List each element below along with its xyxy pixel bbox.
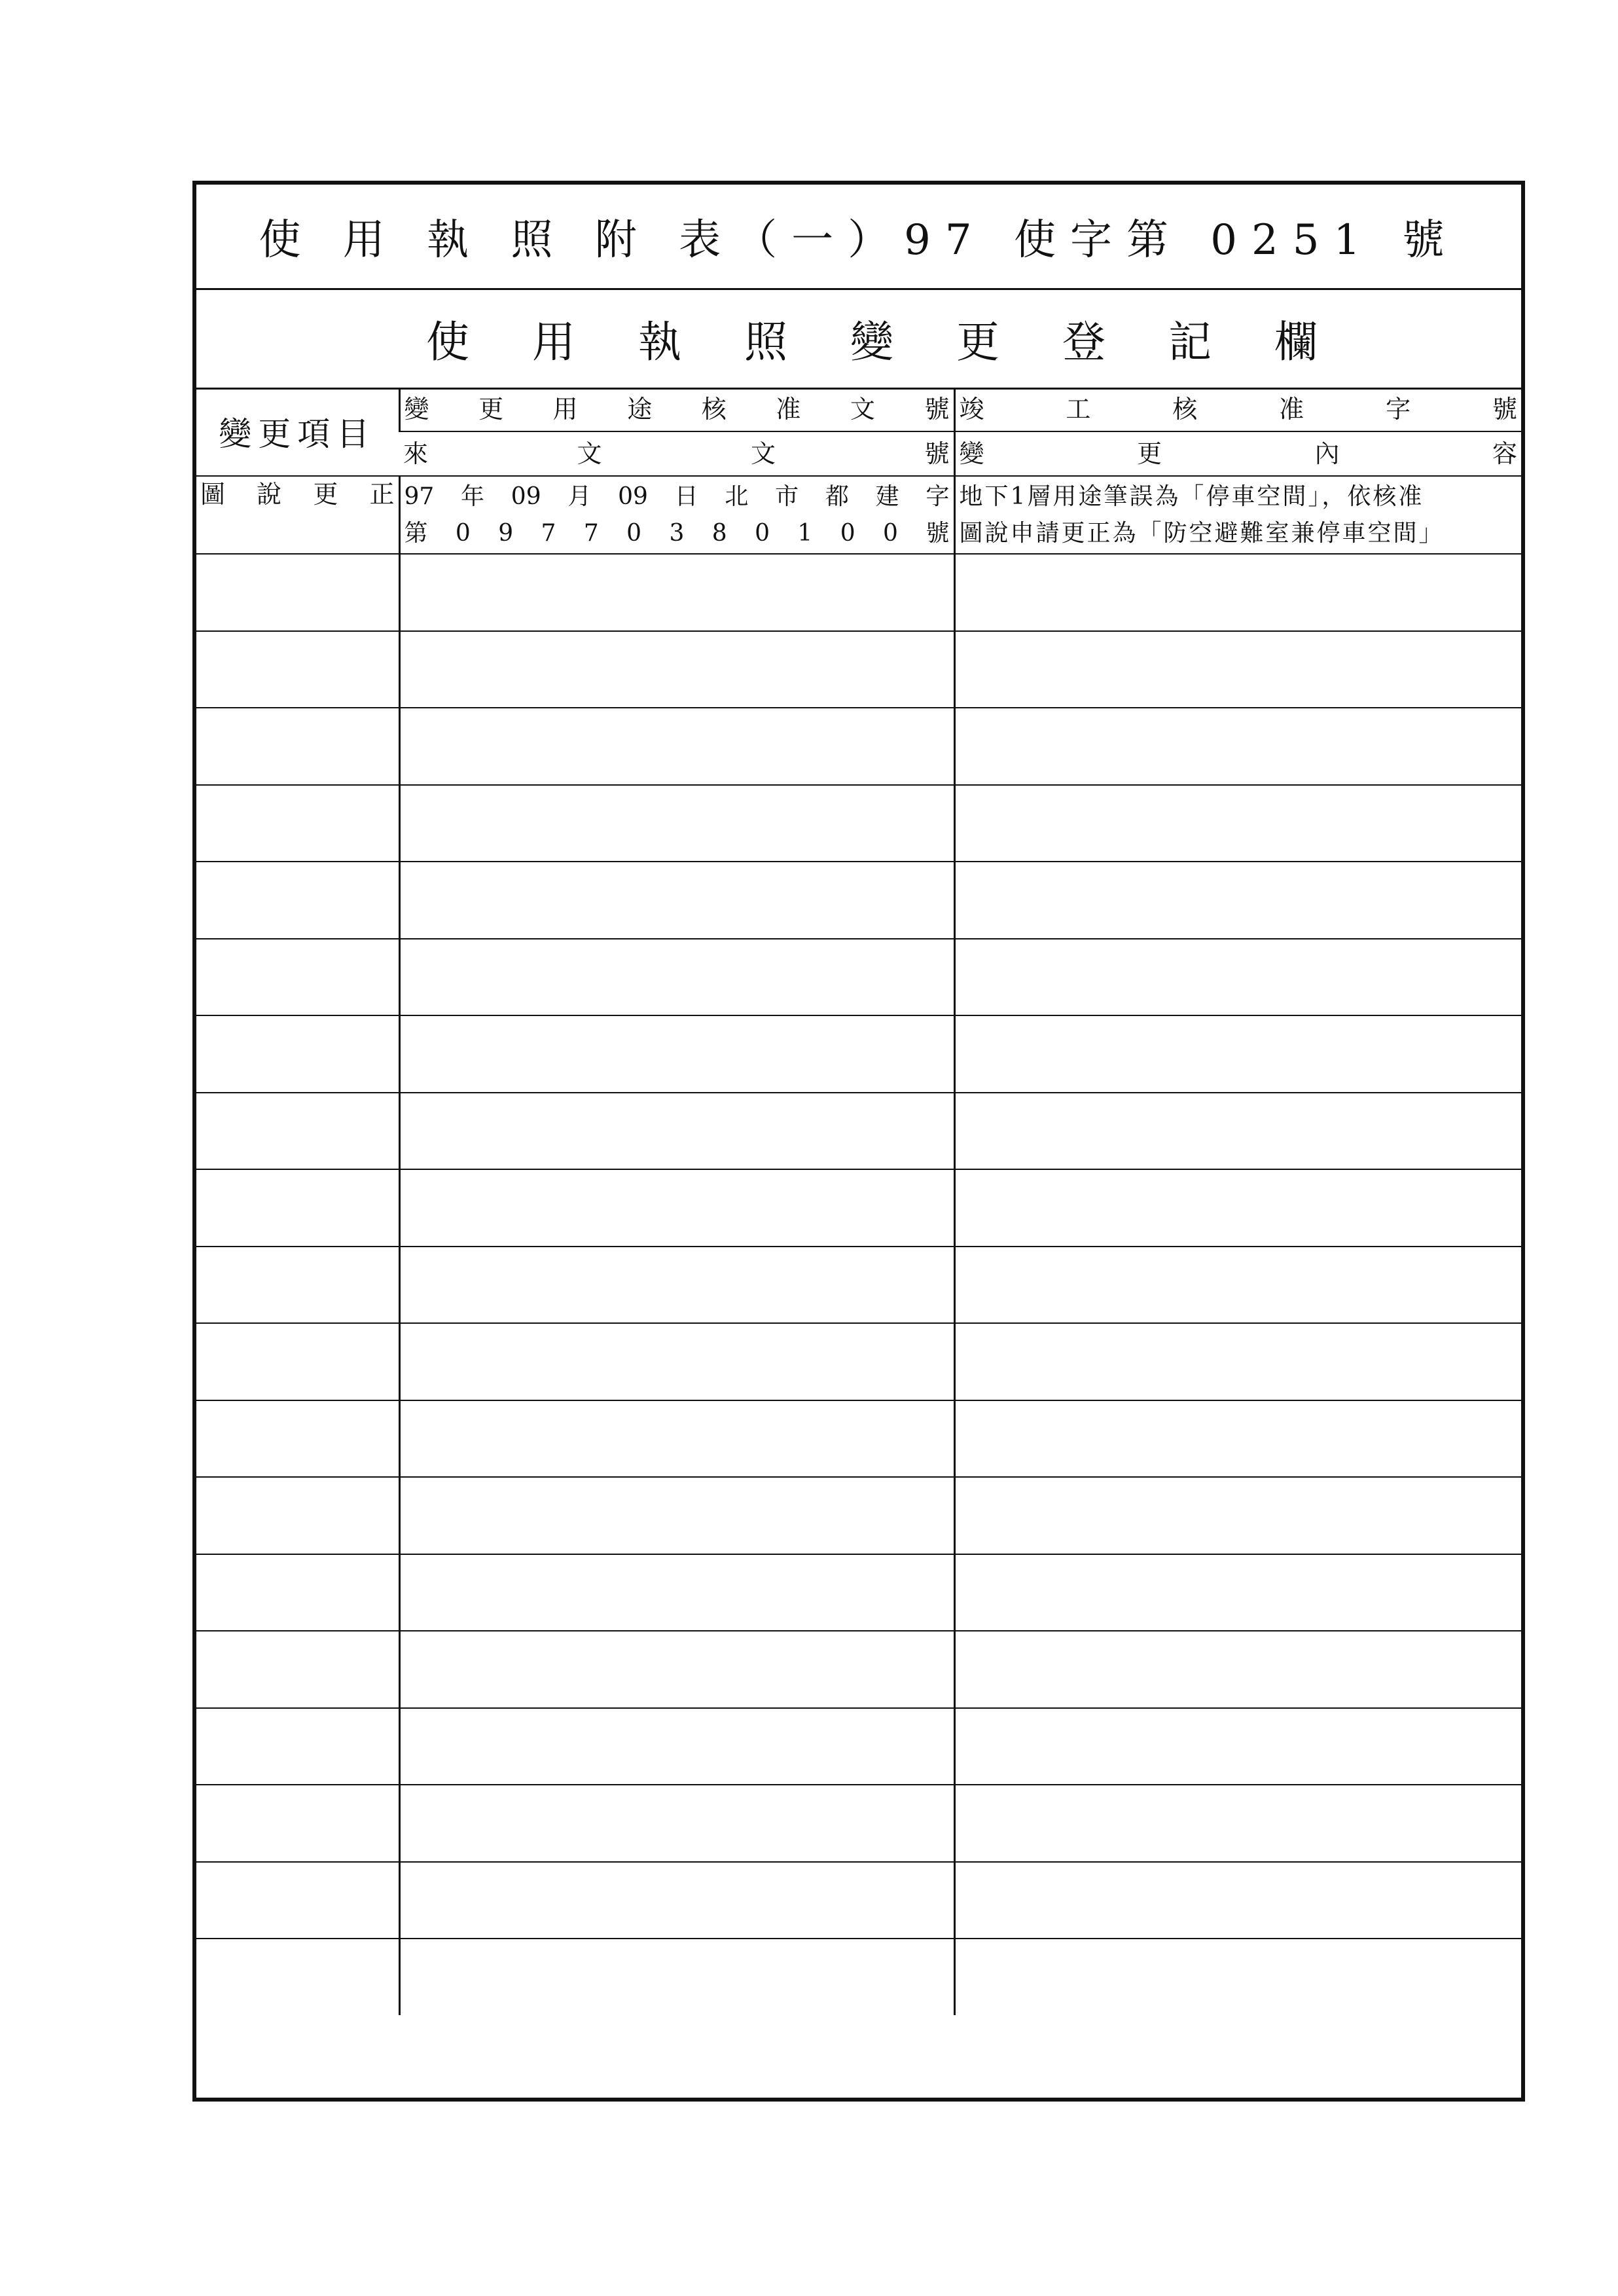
table-row-empty xyxy=(196,939,1521,1016)
cell-char: 說 xyxy=(257,480,282,509)
cell-char: 號 xyxy=(924,395,950,424)
empty-content-cell xyxy=(954,1862,1521,1939)
cell-char: 容 xyxy=(1492,439,1517,468)
table-row-empty xyxy=(196,1093,1521,1170)
subtitle-char: 更 xyxy=(956,316,999,367)
empty-content-cell xyxy=(954,1708,1521,1785)
empty-item-cell xyxy=(196,1708,399,1785)
cell-char: 文 xyxy=(577,439,602,468)
empty-item-cell xyxy=(196,1477,399,1554)
table-row-empty xyxy=(196,1247,1521,1324)
table-row-empty xyxy=(196,1323,1521,1400)
table-row-empty xyxy=(196,1015,1521,1093)
table-row-empty xyxy=(196,1939,1521,2015)
entry-item-cell xyxy=(196,476,399,554)
entry-content-line-1: 地下1層用途筆誤為「停車空間」，依核准 xyxy=(959,483,1424,510)
empty-doc-cell xyxy=(399,1400,954,1478)
empty-item-cell xyxy=(196,939,399,1016)
empty-doc-cell xyxy=(399,1862,954,1939)
subtitle-char: 記 xyxy=(1168,316,1212,367)
table-row-empty xyxy=(196,1169,1521,1247)
table-row-empty xyxy=(196,1400,1521,1478)
cell-char: 用 xyxy=(552,395,578,424)
header-change-item: 變更項目 xyxy=(219,415,376,453)
subtitle-char: 用 xyxy=(532,316,575,367)
empty-item-cell xyxy=(196,1631,399,1708)
empty-doc-cell xyxy=(399,1708,954,1785)
empty-content-cell xyxy=(954,1785,1521,1862)
table-row-empty xyxy=(196,1554,1521,1631)
cell-char: 北 xyxy=(725,483,749,510)
cell-char: 號 xyxy=(1492,395,1517,424)
header-row-1 xyxy=(196,388,1521,431)
subtitle-char: 登 xyxy=(1062,316,1106,367)
cell-char: 圖 xyxy=(200,480,226,509)
cell-char: 更 xyxy=(478,395,504,424)
certificate-form xyxy=(192,181,1525,2102)
cell-char: 字 xyxy=(926,483,950,510)
empty-content-cell xyxy=(954,1323,1521,1400)
header-change-content-cell xyxy=(954,431,1521,476)
empty-content-cell xyxy=(954,1939,1521,2015)
cell-char: 號 xyxy=(924,439,950,468)
empty-item-cell xyxy=(196,1247,399,1324)
table-row-empty xyxy=(196,631,1521,708)
cell-char: 變 xyxy=(404,395,429,424)
empty-doc-cell xyxy=(399,708,954,785)
empty-doc-cell xyxy=(399,862,954,939)
empty-content-cell xyxy=(954,1554,1521,1631)
subtitle-char: 照 xyxy=(744,316,787,367)
header-change-content xyxy=(956,441,1522,466)
cell-char: 0 xyxy=(455,519,471,547)
cell-char: 第 xyxy=(404,519,428,547)
empty-content-cell xyxy=(954,631,1521,708)
cell-char: 文 xyxy=(750,439,776,468)
cell-char: 更 xyxy=(313,480,338,509)
empty-doc-cell xyxy=(399,785,954,862)
empty-content-cell xyxy=(954,1093,1521,1170)
cell-char: 都 xyxy=(825,483,849,510)
empty-doc-cell xyxy=(399,1323,954,1400)
empty-doc-cell xyxy=(399,1477,954,1554)
subtitle-char: 欄 xyxy=(1274,316,1318,367)
entry-content-cell xyxy=(954,476,1521,554)
form-subtitle xyxy=(400,307,1318,369)
cell-char: 0 xyxy=(840,519,855,547)
cell-char: 號 xyxy=(926,519,950,547)
cell-char: 97 xyxy=(404,483,435,510)
cell-char: 0 xyxy=(755,519,770,547)
entry-doc-cell xyxy=(399,476,954,554)
empty-content-cell xyxy=(954,1400,1521,1478)
subtitle-band xyxy=(196,288,1521,390)
entry-item xyxy=(196,482,399,507)
cell-char: 來 xyxy=(403,439,429,468)
cell-char: 建 xyxy=(875,483,899,510)
cell-char: 7 xyxy=(583,519,599,547)
empty-item-cell xyxy=(196,1169,399,1247)
table-row-empty xyxy=(196,1477,1521,1554)
cell-char: 內 xyxy=(1314,439,1340,468)
empty-item-cell xyxy=(196,1785,399,1862)
table-row-empty xyxy=(196,1631,1521,1708)
entry-doc-line-1 xyxy=(401,479,954,515)
empty-item-cell xyxy=(196,862,399,939)
empty-doc-cell xyxy=(399,939,954,1016)
empty-doc-cell xyxy=(399,1631,954,1708)
empty-content-cell xyxy=(954,1247,1521,1324)
empty-doc-cell xyxy=(399,1785,954,1862)
cell-char: 市 xyxy=(775,483,799,510)
table-row-empty xyxy=(196,785,1521,862)
table-row-empty xyxy=(196,1862,1521,1939)
cell-char: 09 xyxy=(511,483,541,510)
cell-char: 3 xyxy=(669,519,685,547)
cell-char: 工 xyxy=(1066,395,1091,424)
empty-item-cell xyxy=(196,631,399,708)
header-completion-cell xyxy=(954,388,1521,431)
cell-char: 變 xyxy=(959,439,984,468)
empty-doc-cell xyxy=(399,1939,954,2015)
cell-char: 年 xyxy=(461,483,485,510)
empty-item-cell xyxy=(196,708,399,785)
empty-content-cell xyxy=(954,939,1521,1016)
empty-item-cell xyxy=(196,554,399,631)
empty-item-cell xyxy=(196,785,399,862)
empty-doc-cell xyxy=(399,1554,954,1631)
table-row-empty xyxy=(196,862,1521,939)
cell-char: 9 xyxy=(498,519,514,547)
cell-char: 准 xyxy=(1279,395,1304,424)
subtitle-char: 執 xyxy=(638,316,681,367)
table-row-empty xyxy=(196,1708,1521,1785)
subtitle-char: 使 xyxy=(426,316,469,367)
header-approval-doc xyxy=(401,397,954,422)
cell-char: 09 xyxy=(618,483,648,510)
entry-doc-line-2 xyxy=(401,515,954,552)
cell-char: 7 xyxy=(541,519,556,547)
header-completion-approval xyxy=(956,397,1522,422)
cell-char: 字 xyxy=(1386,395,1411,424)
empty-content-cell xyxy=(954,1169,1521,1247)
table-row-empty xyxy=(196,554,1521,631)
cell-char: 正 xyxy=(369,480,395,509)
header-incoming-doc xyxy=(399,441,954,466)
cell-char: 0 xyxy=(883,519,898,547)
empty-content-cell xyxy=(954,862,1521,939)
cell-char: 8 xyxy=(711,519,727,547)
empty-content-cell xyxy=(954,708,1521,785)
cell-char: 竣 xyxy=(959,395,984,424)
empty-item-cell xyxy=(196,1400,399,1478)
title-band xyxy=(196,185,1521,290)
empty-content-cell xyxy=(954,785,1521,862)
empty-item-cell xyxy=(196,1015,399,1093)
cell-char: 途 xyxy=(627,395,653,424)
empty-item-cell xyxy=(196,1862,399,1939)
empty-item-cell xyxy=(196,1554,399,1631)
cell-char: 核 xyxy=(701,395,727,424)
cell-char: 1 xyxy=(797,519,813,547)
cell-char: 日 xyxy=(674,483,698,510)
table-row-empty xyxy=(196,708,1521,785)
empty-content-cell xyxy=(954,554,1521,631)
header-change-item-cell xyxy=(196,388,399,476)
empty-doc-cell xyxy=(399,1247,954,1324)
cell-char: 准 xyxy=(776,395,801,424)
empty-doc-cell xyxy=(399,1093,954,1170)
empty-item-cell xyxy=(196,1323,399,1400)
cell-char: 更 xyxy=(1136,439,1162,468)
entry-content-line-2: 圖說申請更正為「防空避難室兼停車空間」 xyxy=(959,519,1445,547)
empty-doc-cell xyxy=(399,1169,954,1247)
header-approval-doc-cell xyxy=(399,388,954,431)
empty-doc-cell xyxy=(399,1015,954,1093)
change-register-table xyxy=(196,388,1521,2015)
table-row-empty xyxy=(196,1785,1521,1862)
cell-char: 文 xyxy=(850,395,875,424)
empty-item-cell xyxy=(196,1939,399,2015)
empty-content-cell xyxy=(954,1015,1521,1093)
table-row xyxy=(196,476,1521,554)
cell-char: 核 xyxy=(1172,395,1198,424)
empty-doc-cell xyxy=(399,631,954,708)
cell-char: 0 xyxy=(626,519,642,547)
empty-doc-cell xyxy=(399,554,954,631)
empty-content-cell xyxy=(954,1477,1521,1554)
cell-char: 月 xyxy=(567,483,592,510)
empty-item-cell xyxy=(196,1093,399,1170)
empty-content-cell xyxy=(954,1631,1521,1708)
subtitle-char: 變 xyxy=(850,316,893,367)
form-title: 使 用 執 照 附 表（一）97 使字第 0251 號 xyxy=(259,216,1459,264)
header-incoming-doc-cell xyxy=(399,431,954,476)
